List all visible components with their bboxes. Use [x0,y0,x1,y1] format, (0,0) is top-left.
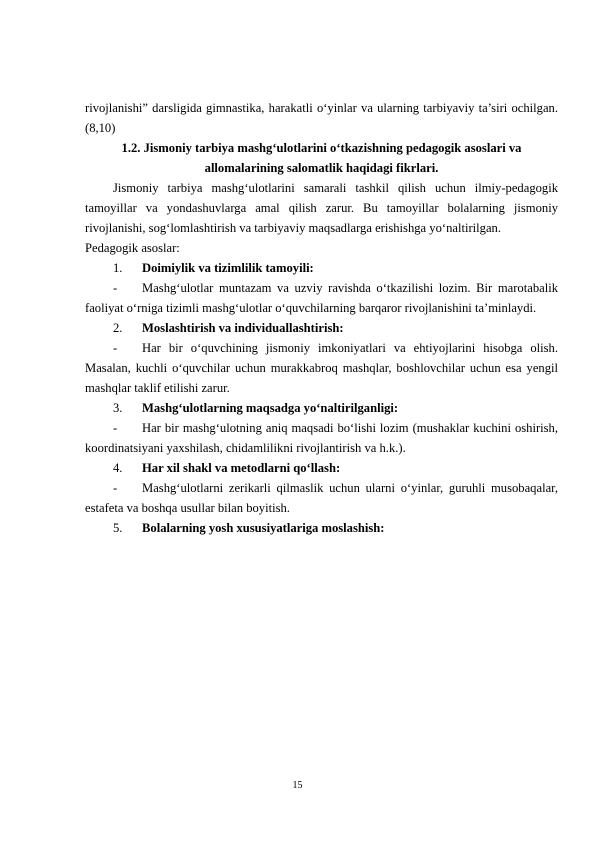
dash-marker: - [113,341,118,355]
list-item-5 [85,518,558,538]
list-item-description [85,418,558,458]
list-item-2 [85,318,558,338]
list-item-title: Bolalarning yosh xususiyatlariga moslashish: [142,521,385,535]
dash-marker: - [113,281,118,295]
document-page [85,98,558,538]
basics-label: Pedagogik asoslar: [85,241,180,255]
list-item-3 [85,398,558,418]
list-item-number: 5. [113,521,123,535]
list-item-title: Doimiylik va tizimlilik tamoyili: [142,261,314,275]
list-item-4 [85,458,558,478]
description-text: Har bir mashg‘ulotning aniq maqsadi bo‘lishi lozim (mushaklar kuchini oshirish, koordinatsiyani yaxshilash, chidamlilikni rivojlantirish va h.k.). [85,421,558,455]
list-item-number: 4. [113,461,123,475]
list-item-description [85,478,558,518]
intro-paragraph: rivojlanishi” darsligida gimnastika, harakatli o‘yinlar va ularning tarbiyaviy ta’siri ochilgan.(8,10) [85,101,558,135]
list-item-title: Har xil shakl va metodlarni qo‘llash: [142,461,341,475]
list-item-1 [85,258,558,278]
list-item-title: Moslashtirish va individuallashtirish: [142,321,344,335]
dash-marker: - [113,421,118,435]
list-item-title: Mashg‘ulotlarning maqsadga yo‘naltirilganligi: [142,401,399,415]
list-item-number: 1. [113,261,123,275]
description-text: Mashg‘ulotlarni zerikarli qilmaslik uchun ularni o‘yinlar, guruhli musobaqalar, estafeta va boshqa usullar bilan boyitish. [85,481,558,515]
section-paragraph: Jismoniy tarbiya mashg‘ulotlarini samarali tashkil qilish uchun ilmiy-pedagogik tamoyillar va yondashuvlarga amal qilish zarur. Bu tamoyillar bolalarning jismoniy rivojlanishi, sog‘lomlashtirish va tarbiyaviy maqsadlarga erishishga yo‘naltirilgan. [85,181,558,235]
list-item-number: 2. [113,321,123,335]
page-number: 15 [292,780,303,791]
description-text: Har bir o‘quvchining jismoniy imkoniyatlari va ehtiyojlarini hisobga olish. Masalan, kuchli o‘quvchilar uchun murakkabroq mashqlar, boshlovchilar uchun esa yengil mashqlar taklif etilishi zarur. [85,341,558,395]
list-item-number: 3. [113,401,123,415]
dash-marker: - [113,481,118,495]
list-item-description [85,338,558,398]
list-item-description [85,278,558,318]
description-text: Mashg‘ulotlar muntazam va uzviy ravishda o‘tkazilishi lozim. Bir marotabalik faoliyat o‘rniga tizimli mashg‘ulotlar o‘quvchilarning barqaror rivojlanishini ta’minlaydi. [85,281,558,315]
section-heading: 1.2. Jismoniy tarbiya mashg‘ulotlarini o‘tkazishning pedagogik asoslari va allomalarining salomatlik haqidagi fikrlari. [121,141,522,175]
